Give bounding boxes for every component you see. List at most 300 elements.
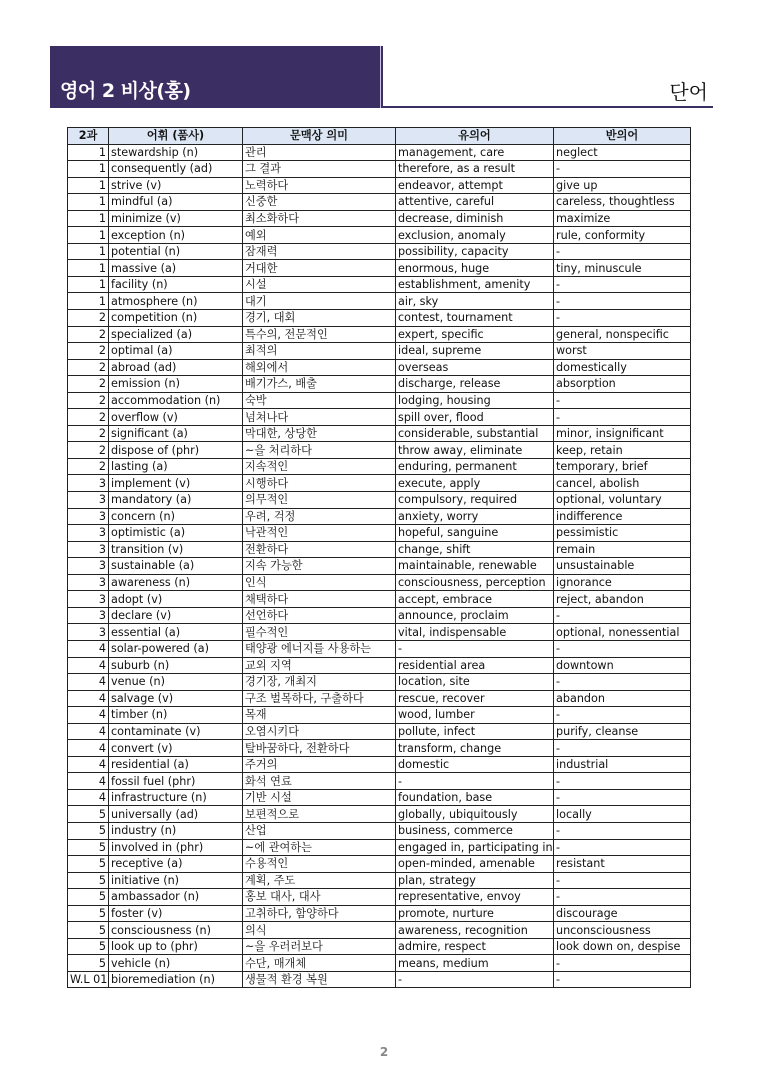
- synonym-cell: enormous, huge: [396, 260, 554, 277]
- table-row: [68, 161, 691, 178]
- vocabulary-table: [67, 127, 691, 988]
- synonym-cell: spill over, flood: [396, 409, 554, 426]
- antonym-cell: -: [554, 392, 691, 409]
- lesson-cell: 4: [68, 674, 109, 691]
- meaning-cell: 넘쳐나다: [243, 409, 396, 426]
- synonym-cell: exclusion, anomaly: [396, 227, 554, 244]
- meaning-cell: 계획, 주도: [243, 872, 396, 889]
- synonym-cell: execute, apply: [396, 475, 554, 492]
- antonym-cell: discourage: [554, 905, 691, 922]
- table-row: [68, 409, 691, 426]
- antonym-cell: -: [554, 276, 691, 293]
- synonym-cell: awareness, recognition: [396, 922, 554, 939]
- lesson-cell: 5: [68, 922, 109, 939]
- column-header-antonym: 반의어: [554, 128, 691, 145]
- lesson-cell: 5: [68, 839, 109, 856]
- meaning-cell: 산업: [243, 822, 396, 839]
- word-cell: venue (n): [109, 674, 243, 691]
- meaning-cell: 배기가스, 배출: [243, 376, 396, 393]
- table-row: [68, 525, 691, 542]
- lesson-cell: 1: [68, 177, 109, 194]
- synonym-cell: vital, indispensable: [396, 624, 554, 641]
- page-title: 영어 2 비상(홍): [60, 80, 191, 102]
- table-row: [68, 508, 691, 525]
- meaning-cell: 수용적인: [243, 856, 396, 873]
- meaning-cell: 시행하다: [243, 475, 396, 492]
- table-row: [68, 293, 691, 310]
- meaning-cell: 잠재력: [243, 243, 396, 260]
- table-row: [68, 492, 691, 509]
- lesson-cell: 3: [68, 525, 109, 542]
- meaning-cell: 해외에서: [243, 359, 396, 376]
- synonym-cell: residential area: [396, 657, 554, 674]
- word-cell: look up to (phr): [109, 938, 243, 955]
- column-header-word: 어휘 (품사): [109, 128, 243, 145]
- antonym-cell: -: [554, 674, 691, 691]
- synonym-cell: compulsory, required: [396, 492, 554, 509]
- table-header-row: [68, 128, 691, 145]
- meaning-cell: 전환하다: [243, 541, 396, 558]
- antonym-cell: locally: [554, 806, 691, 823]
- word-cell: abroad (ad): [109, 359, 243, 376]
- antonym-cell: -: [554, 243, 691, 260]
- word-cell: competition (n): [109, 310, 243, 327]
- word-cell: essential (a): [109, 624, 243, 641]
- synonym-cell: announce, proclaim: [396, 607, 554, 624]
- meaning-cell: 보편적으로: [243, 806, 396, 823]
- meaning-cell: 인식: [243, 574, 396, 591]
- antonym-cell: -: [554, 872, 691, 889]
- meaning-cell: 오염시키다: [243, 723, 396, 740]
- antonym-cell: -: [554, 773, 691, 790]
- meaning-cell: 예외: [243, 227, 396, 244]
- antonym-cell: absorption: [554, 376, 691, 393]
- table-row: [68, 541, 691, 558]
- table-row: [68, 458, 691, 475]
- column-header-lesson: 2과: [68, 128, 109, 145]
- word-cell: solar-powered (a): [109, 640, 243, 657]
- table-row: [68, 905, 691, 922]
- table-row: [68, 227, 691, 244]
- lesson-cell: 3: [68, 508, 109, 525]
- synonym-cell: means, medium: [396, 955, 554, 972]
- antonym-cell: tiny, minuscule: [554, 260, 691, 277]
- table-row: [68, 789, 691, 806]
- table-row: [68, 425, 691, 442]
- synonym-cell: contest, tournament: [396, 310, 554, 327]
- table-row: [68, 144, 691, 161]
- word-cell: mandatory (a): [109, 492, 243, 509]
- table-row: [68, 707, 691, 724]
- synonym-cell: endeavor, attempt: [396, 177, 554, 194]
- meaning-cell: ~을 우러러보다: [243, 938, 396, 955]
- lesson-cell: 1: [68, 194, 109, 211]
- table-row: [68, 442, 691, 459]
- lesson-cell: 1: [68, 243, 109, 260]
- meaning-cell: 기반 시설: [243, 789, 396, 806]
- meaning-cell: 주거의: [243, 756, 396, 773]
- lesson-cell: 2: [68, 425, 109, 442]
- antonym-cell: optional, voluntary: [554, 492, 691, 509]
- synonym-cell: decrease, diminish: [396, 210, 554, 227]
- synonym-cell: anxiety, worry: [396, 508, 554, 525]
- table-row: [68, 624, 691, 641]
- antonym-cell: -: [554, 310, 691, 327]
- table-row: [68, 475, 691, 492]
- lesson-cell: 1: [68, 161, 109, 178]
- word-cell: emission (n): [109, 376, 243, 393]
- word-cell: vehicle (n): [109, 955, 243, 972]
- synonym-cell: ideal, supreme: [396, 343, 554, 360]
- antonym-cell: pessimistic: [554, 525, 691, 542]
- antonym-cell: ignorance: [554, 574, 691, 591]
- meaning-cell: 경기, 대회: [243, 310, 396, 327]
- lesson-cell: 2: [68, 409, 109, 426]
- lesson-cell: 2: [68, 326, 109, 343]
- meaning-cell: 관리: [243, 144, 396, 161]
- page-number: 2: [379, 1045, 389, 1059]
- antonym-cell: purify, cleanse: [554, 723, 691, 740]
- synonym-cell: throw away, eliminate: [396, 442, 554, 459]
- table-row: [68, 177, 691, 194]
- antonym-cell: indifference: [554, 508, 691, 525]
- word-cell: potential (n): [109, 243, 243, 260]
- synonym-cell: therefore, as a result: [396, 161, 554, 178]
- synonym-cell: possibility, capacity: [396, 243, 554, 260]
- synonym-cell: location, site: [396, 674, 554, 691]
- synonym-cell: business, commerce: [396, 822, 554, 839]
- antonym-cell: optional, nonessential: [554, 624, 691, 641]
- meaning-cell: 시설: [243, 276, 396, 293]
- antonym-cell: -: [554, 409, 691, 426]
- word-cell: optimal (a): [109, 343, 243, 360]
- table-row: [68, 690, 691, 707]
- word-cell: mindful (a): [109, 194, 243, 211]
- meaning-cell: 교외 지역: [243, 657, 396, 674]
- word-cell: contaminate (v): [109, 723, 243, 740]
- lesson-cell: 5: [68, 856, 109, 873]
- synonym-cell: pollute, infect: [396, 723, 554, 740]
- synonym-cell: considerable, substantial: [396, 425, 554, 442]
- meaning-cell: ~에 관여하는: [243, 839, 396, 856]
- table-row: [68, 971, 691, 988]
- word-cell: convert (v): [109, 740, 243, 757]
- lesson-cell: 4: [68, 723, 109, 740]
- synonym-cell: engaged in, participating in: [396, 839, 554, 856]
- antonym-cell: downtown: [554, 657, 691, 674]
- word-cell: involved in (phr): [109, 839, 243, 856]
- meaning-cell: 막대한, 상당한: [243, 425, 396, 442]
- section-label: 단어: [669, 80, 708, 104]
- meaning-cell: 홍보 대사, 대사: [243, 889, 396, 906]
- antonym-cell: domestically: [554, 359, 691, 376]
- synonym-cell: change, shift: [396, 541, 554, 558]
- antonym-cell: -: [554, 161, 691, 178]
- lesson-cell: 1: [68, 144, 109, 161]
- column-header-meaning: 문맥상 의미: [243, 128, 396, 145]
- table-row: [68, 343, 691, 360]
- meaning-cell: 필수적인: [243, 624, 396, 641]
- antonym-cell: -: [554, 955, 691, 972]
- meaning-cell: 태양광 에너지를 사용하는: [243, 640, 396, 657]
- word-cell: industry (n): [109, 822, 243, 839]
- synonym-cell: representative, envoy: [396, 889, 554, 906]
- meaning-cell: 의식: [243, 922, 396, 939]
- table-row: [68, 640, 691, 657]
- table-row: [68, 591, 691, 608]
- synonym-cell: consciousness, perception: [396, 574, 554, 591]
- table-row: [68, 243, 691, 260]
- table-body: [68, 144, 691, 988]
- meaning-cell: ~을 처리하다: [243, 442, 396, 459]
- synonym-cell: promote, nurture: [396, 905, 554, 922]
- meaning-cell: 의무적인: [243, 492, 396, 509]
- table-row: [68, 210, 691, 227]
- table-row: [68, 839, 691, 856]
- synonym-cell: air, sky: [396, 293, 554, 310]
- lesson-cell: 4: [68, 773, 109, 790]
- word-cell: strive (v): [109, 177, 243, 194]
- lesson-cell: 5: [68, 938, 109, 955]
- antonym-cell: minor, insignificant: [554, 425, 691, 442]
- lesson-cell: 3: [68, 475, 109, 492]
- table-row: [68, 607, 691, 624]
- lesson-cell: 5: [68, 905, 109, 922]
- lesson-cell: 3: [68, 591, 109, 608]
- antonym-cell: temporary, brief: [554, 458, 691, 475]
- lesson-cell: 3: [68, 624, 109, 641]
- antonym-cell: -: [554, 822, 691, 839]
- synonym-cell: maintainable, renewable: [396, 558, 554, 575]
- antonym-cell: careless, thoughtless: [554, 194, 691, 211]
- antonym-cell: resistant: [554, 856, 691, 873]
- meaning-cell: 최소화하다: [243, 210, 396, 227]
- meaning-cell: 경기장, 개최지: [243, 674, 396, 691]
- lesson-cell: 1: [68, 227, 109, 244]
- synonym-cell: -: [396, 971, 554, 988]
- word-cell: sustainable (a): [109, 558, 243, 575]
- meaning-cell: 거대한: [243, 260, 396, 277]
- lesson-cell: 4: [68, 789, 109, 806]
- table-row: [68, 955, 691, 972]
- synonym-cell: foundation, base: [396, 789, 554, 806]
- word-cell: consciousness (n): [109, 922, 243, 939]
- table-row: [68, 276, 691, 293]
- antonym-cell: -: [554, 640, 691, 657]
- meaning-cell: 숙박: [243, 392, 396, 409]
- meaning-cell: 생물적 환경 복원: [243, 971, 396, 988]
- table-row: [68, 326, 691, 343]
- synonym-cell: hopeful, sanguine: [396, 525, 554, 542]
- word-cell: massive (a): [109, 260, 243, 277]
- synonym-cell: enduring, permanent: [396, 458, 554, 475]
- lesson-cell: 3: [68, 574, 109, 591]
- table-row: [68, 806, 691, 823]
- word-cell: exception (n): [109, 227, 243, 244]
- word-cell: accommodation (n): [109, 392, 243, 409]
- table-row: [68, 657, 691, 674]
- antonym-cell: -: [554, 889, 691, 906]
- word-cell: timber (n): [109, 707, 243, 724]
- lesson-cell: 5: [68, 889, 109, 906]
- lesson-cell: 2: [68, 442, 109, 459]
- lesson-cell: 1: [68, 260, 109, 277]
- antonym-cell: worst: [554, 343, 691, 360]
- synonym-cell: rescue, recover: [396, 690, 554, 707]
- synonym-cell: establishment, amenity: [396, 276, 554, 293]
- word-cell: specialized (a): [109, 326, 243, 343]
- table-row: [68, 558, 691, 575]
- lesson-cell: 2: [68, 376, 109, 393]
- table-row: [68, 574, 691, 591]
- lesson-cell: 4: [68, 756, 109, 773]
- meaning-cell: 우려, 걱정: [243, 508, 396, 525]
- word-cell: initiative (n): [109, 872, 243, 889]
- lesson-cell: 1: [68, 210, 109, 227]
- table-row: [68, 392, 691, 409]
- synonym-cell: plan, strategy: [396, 872, 554, 889]
- lesson-cell: 2: [68, 359, 109, 376]
- lesson-cell: W.L 01: [68, 971, 109, 988]
- word-cell: fossil fuel (phr): [109, 773, 243, 790]
- lesson-cell: 2: [68, 343, 109, 360]
- antonym-cell: -: [554, 839, 691, 856]
- word-cell: facility (n): [109, 276, 243, 293]
- meaning-cell: 채택하다: [243, 591, 396, 608]
- word-cell: stewardship (n): [109, 144, 243, 161]
- antonym-cell: give up: [554, 177, 691, 194]
- meaning-cell: 신중한: [243, 194, 396, 211]
- antonym-cell: -: [554, 293, 691, 310]
- table-row: [68, 856, 691, 873]
- synonym-cell: transform, change: [396, 740, 554, 757]
- synonym-cell: expert, specific: [396, 326, 554, 343]
- word-cell: declare (v): [109, 607, 243, 624]
- word-cell: adopt (v): [109, 591, 243, 608]
- word-cell: ambassador (n): [109, 889, 243, 906]
- table-row: [68, 822, 691, 839]
- lesson-cell: 2: [68, 458, 109, 475]
- word-cell: residential (a): [109, 756, 243, 773]
- meaning-cell: 지속적인: [243, 458, 396, 475]
- table-row: [68, 359, 691, 376]
- header-rule: [383, 106, 713, 108]
- lesson-cell: 4: [68, 640, 109, 657]
- synonym-cell: admire, respect: [396, 938, 554, 955]
- antonym-cell: -: [554, 740, 691, 757]
- lesson-cell: 4: [68, 657, 109, 674]
- table-row: [68, 260, 691, 277]
- antonym-cell: reject, abandon: [554, 591, 691, 608]
- antonym-cell: unsustainable: [554, 558, 691, 575]
- word-cell: significant (a): [109, 425, 243, 442]
- table-row: [68, 194, 691, 211]
- word-cell: transition (v): [109, 541, 243, 558]
- lesson-cell: 3: [68, 607, 109, 624]
- meaning-cell: 대기: [243, 293, 396, 310]
- meaning-cell: 특수의, 전문적인: [243, 326, 396, 343]
- meaning-cell: 그 결과: [243, 161, 396, 178]
- synonym-cell: lodging, housing: [396, 392, 554, 409]
- lesson-cell: 1: [68, 276, 109, 293]
- table-row: [68, 773, 691, 790]
- table-row: [68, 310, 691, 327]
- column-header-synonym: 유의어: [396, 128, 554, 145]
- antonym-cell: industrial: [554, 756, 691, 773]
- meaning-cell: 화석 연료: [243, 773, 396, 790]
- word-cell: minimize (v): [109, 210, 243, 227]
- meaning-cell: 고취하다, 함양하다: [243, 905, 396, 922]
- header-divider: [380, 46, 381, 108]
- antonym-cell: remain: [554, 541, 691, 558]
- meaning-cell: 수단, 매개체: [243, 955, 396, 972]
- synonym-cell: accept, embrace: [396, 591, 554, 608]
- lesson-cell: 5: [68, 806, 109, 823]
- antonym-cell: maximize: [554, 210, 691, 227]
- antonym-cell: cancel, abolish: [554, 475, 691, 492]
- word-cell: optimistic (a): [109, 525, 243, 542]
- meaning-cell: 목재: [243, 707, 396, 724]
- synonym-cell: discharge, release: [396, 376, 554, 393]
- word-cell: universally (ad): [109, 806, 243, 823]
- synonym-cell: management, care: [396, 144, 554, 161]
- word-cell: foster (v): [109, 905, 243, 922]
- antonym-cell: -: [554, 971, 691, 988]
- word-cell: salvage (v): [109, 690, 243, 707]
- antonym-cell: -: [554, 607, 691, 624]
- meaning-cell: 탈바꿈하다, 전환하다: [243, 740, 396, 757]
- synonym-cell: domestic: [396, 756, 554, 773]
- word-cell: dispose of (phr): [109, 442, 243, 459]
- antonym-cell: keep, retain: [554, 442, 691, 459]
- lesson-cell: 2: [68, 392, 109, 409]
- lesson-cell: 5: [68, 955, 109, 972]
- table-row: [68, 922, 691, 939]
- table-row: [68, 723, 691, 740]
- meaning-cell: 낙관적인: [243, 525, 396, 542]
- synonym-cell: -: [396, 640, 554, 657]
- table-row: [68, 889, 691, 906]
- table-row: [68, 872, 691, 889]
- word-cell: infrastructure (n): [109, 789, 243, 806]
- antonym-cell: abandon: [554, 690, 691, 707]
- word-cell: receptive (a): [109, 856, 243, 873]
- synonym-cell: globally, ubiquitously: [396, 806, 554, 823]
- antonym-cell: look down on, despise: [554, 938, 691, 955]
- antonym-cell: neglect: [554, 144, 691, 161]
- meaning-cell: 지속 가능한: [243, 558, 396, 575]
- antonym-cell: general, nonspecific: [554, 326, 691, 343]
- word-cell: suburb (n): [109, 657, 243, 674]
- lesson-cell: 4: [68, 707, 109, 724]
- synonym-cell: attentive, careful: [396, 194, 554, 211]
- antonym-cell: rule, conformity: [554, 227, 691, 244]
- lesson-cell: 3: [68, 558, 109, 575]
- word-cell: atmosphere (n): [109, 293, 243, 310]
- lesson-cell: 1: [68, 293, 109, 310]
- antonym-cell: -: [554, 789, 691, 806]
- table-row: [68, 376, 691, 393]
- lesson-cell: 2: [68, 310, 109, 327]
- word-cell: implement (v): [109, 475, 243, 492]
- lesson-cell: 5: [68, 822, 109, 839]
- antonym-cell: -: [554, 707, 691, 724]
- lesson-cell: 3: [68, 492, 109, 509]
- table-row: [68, 674, 691, 691]
- lesson-cell: 4: [68, 690, 109, 707]
- word-cell: lasting (a): [109, 458, 243, 475]
- word-cell: bioremediation (n): [109, 971, 243, 988]
